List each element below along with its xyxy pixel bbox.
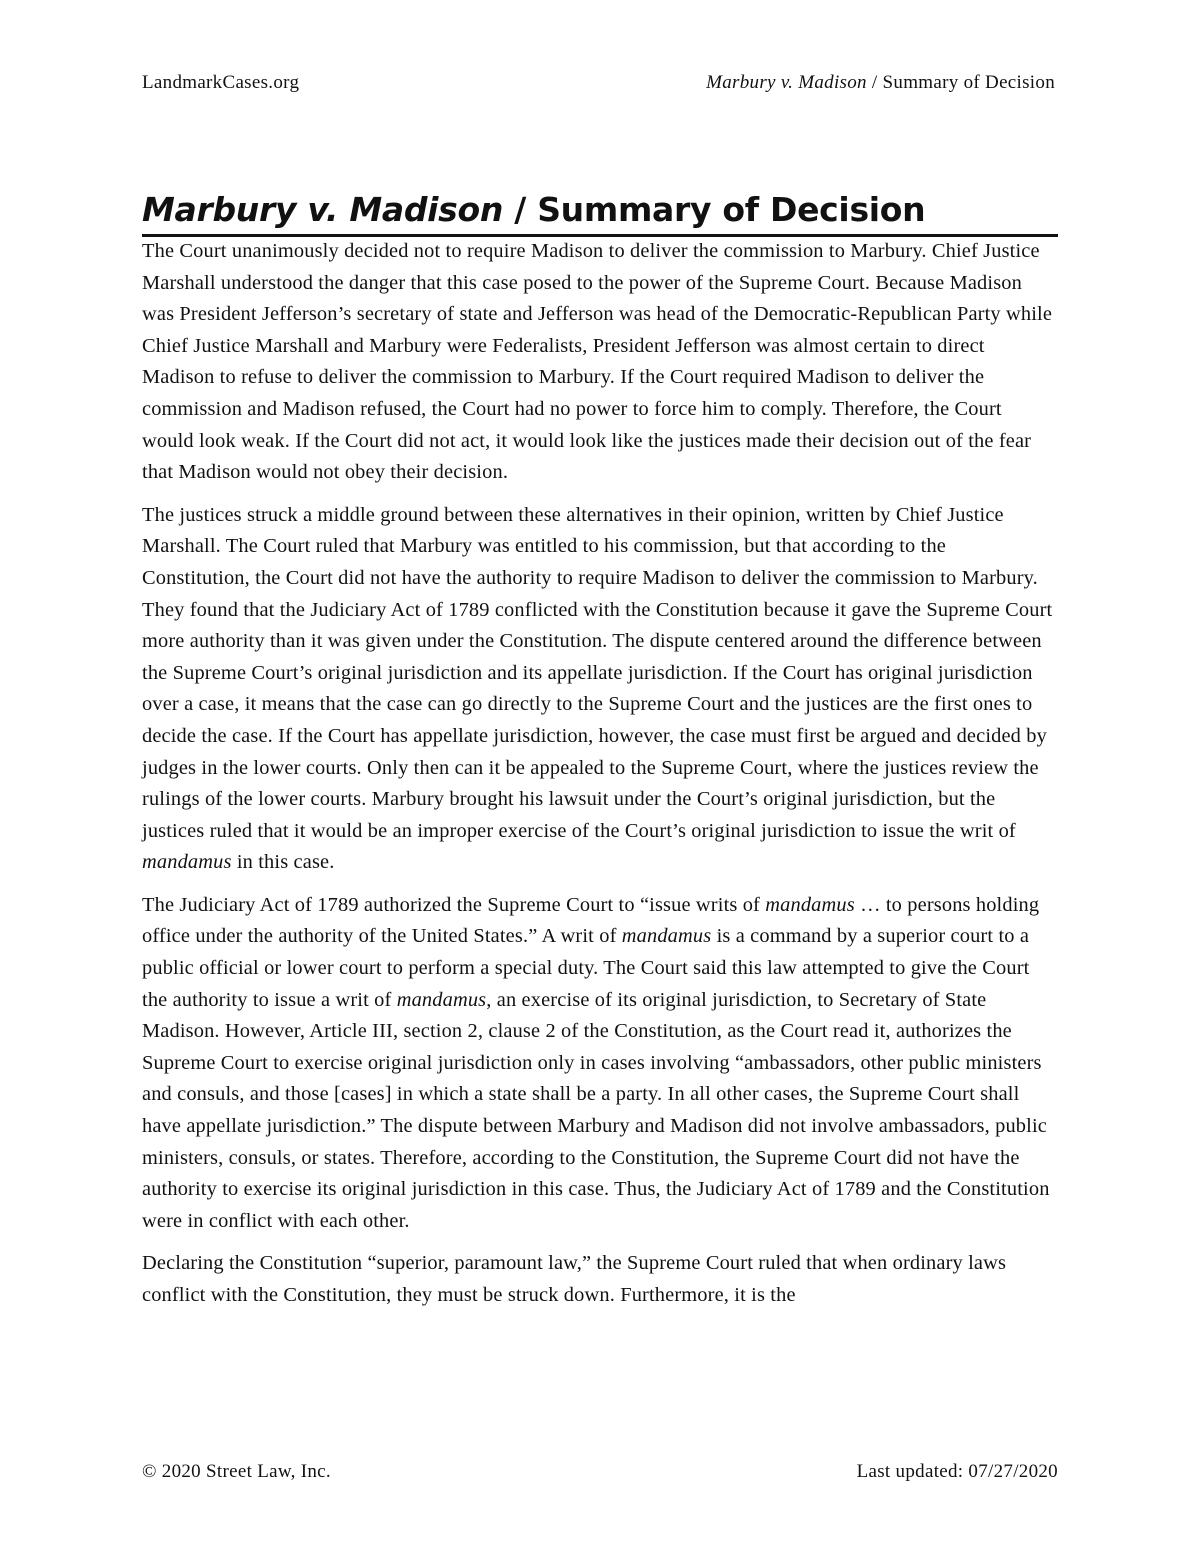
paragraph-3-text-a: The Judiciary Act of 1789 authorized the Supreme Court to “issue writs of — [142, 893, 766, 916]
paragraph-2-text-b: in this case. — [231, 851, 335, 874]
paragraph-3 — [142, 890, 1058, 1238]
paragraph-2-italic-a: mandamus — [142, 851, 232, 874]
page-title — [142, 188, 1058, 237]
paragraph-3-italic-a: mandamus — [765, 893, 855, 916]
paragraph-2 — [142, 500, 1058, 879]
header-site-name: LandmarkCases.org — [142, 72, 300, 93]
title-section: / Summary of Decision — [503, 190, 926, 230]
header-document-label — [706, 72, 1055, 94]
header-case-name: Marbury v. Madison — [706, 72, 867, 93]
document-body — [142, 236, 1058, 1323]
paragraph-3-italic-b: mandamus — [621, 925, 712, 948]
paragraph-2-text-a: The justices struck a middle ground between these alternatives in their opinion, written by Chief Justice Marshall. The Court ruled that Marbury was entitled to his commission, but that according to the Constitution, the Court did not have the authority to require Madison to deliver the commission to Marbury. They found that the Judiciary Act of 1789 conflicted with the Constitution because it gave the Supreme Court more authority than it was given under the Constitution. The dispute centered around the difference between the Supreme Court’s original jurisdiction and its appellate jurisdiction. If the Court has original jurisdiction over a case, it means that the case can go directly to the Supreme Court and the justices are the first ones to decide the case. If the Court has appellate jurisdiction, however, the case must first be argued and decided by judges in the lower courts. Only then can it be appealed to the Supreme Court, where the justices review the rulings of the lower courts. Marbury brought his lawsuit under the Court’s original jurisdiction, but the justices ruled that it would be an improper exercise of the Court’s original jurisdiction to issue the writ of — [142, 503, 1053, 842]
footer-copyright: © 2020 Street Law, Inc. — [142, 1461, 331, 1482]
paragraph-4: Declaring the Constitution “superior, paramount law,” the Supreme Court ruled that when ordinary laws conflict with the Constitution, they must be struck down. Furthermore, it is the — [142, 1252, 1007, 1306]
paragraph-1: The Court unanimously decided not to require Madison to deliver the commission to Marbury. Chief Justice Marshall understood the danger that this case posed to the power of the Supreme Court. Because Madison was President Jefferson’s secretary of state and Jefferson was head of the Democratic-Republican Party while Chief Justice Marshall and Marbury were Federalists, President Jefferson was almost certain to direct Madison to refuse to deliver the commission to Marbury. If the Court required Madison to deliver the commission and Madison refused, the Court had no power to force him to comply. Therefore, the Court would look weak. If the Court did not act, it would look like the justices made their decision out of the fear that Madison would not obey their decision. — [142, 240, 1053, 484]
paragraph-3-text-d: , an exercise of its original jurisdiction, to Secretary of State Madison. However, Article III, section 2, clause 2 of the Constitution, as the Court read it, authorizes the Supreme Court to exercise original jurisdiction only in cases involving “ambassadors, other public ministers and consuls, and those [cases] in which a state shall be a party. In all other cases, the Supreme Court shall have appellate jurisdiction.” The dispute between Marbury and Madison did not involve ambassadors, public ministers, consuls, or states. Therefore, according to the Constitution, the Supreme Court did not have the authority to exercise its original jurisdiction in this case. Thus, the Judiciary Act of 1789 and the Constitution were in conflict with each other. — [142, 988, 1050, 1232]
paragraph-3-text-c: is a command by a superior court to a public official or lower court to perform a special duty. The Court said this law attempted to give the Court the authority to issue a writ of — [142, 925, 1030, 1011]
paragraph-3-text-b: … to persons holding office under the authority of the United States.” A writ of — [142, 893, 1040, 948]
paragraph-3-italic-c: mandamus — [396, 988, 487, 1011]
footer-last-updated: Last updated: 07/27/2020 — [856, 1461, 1058, 1482]
header-section: / Summary of Decision — [866, 72, 1055, 93]
title-case-name: Marbury v. Madison — [142, 190, 504, 230]
